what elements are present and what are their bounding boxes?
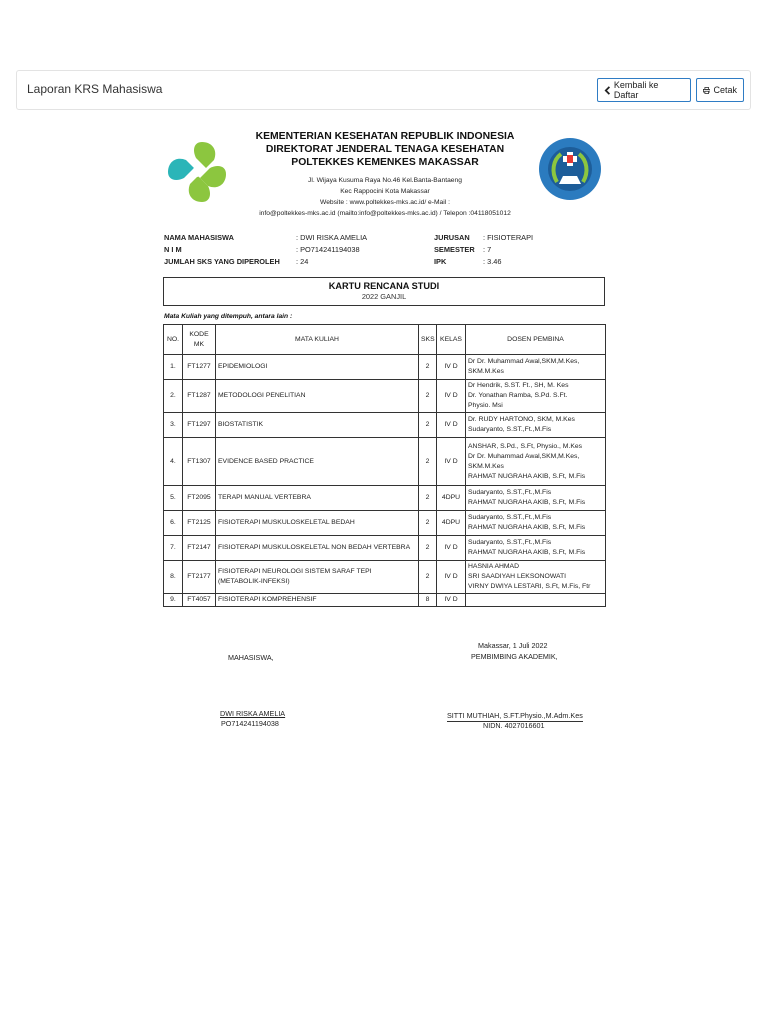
- advisor-signature-nidn: NIDN. 4027016601: [483, 721, 545, 730]
- course-lecturers: [466, 413, 606, 438]
- course-name: METODOLOGI PENELITIAN: [216, 380, 419, 413]
- report-panel: [16, 70, 751, 110]
- col-no-header: NO.: [164, 325, 183, 355]
- course-lecturers: [466, 594, 606, 607]
- course-code: FT2125: [183, 511, 216, 536]
- course-lecturers: [466, 561, 606, 594]
- gpa-label: IPK: [434, 257, 447, 266]
- print-label: Cetak: [713, 85, 737, 95]
- courses-table: [163, 324, 606, 607]
- lecturer-name: SRI SAADIYAH LEKSONOWATI: [468, 573, 567, 580]
- page-title: Laporan KRS Mahasiswa: [27, 82, 163, 96]
- lecturer-name: Dr Hendrik, S.ST. Ft., SH, M. Kes: [468, 382, 569, 389]
- row-number: 2.: [164, 380, 183, 413]
- row-number: 6.: [164, 511, 183, 536]
- address-line-3: Website : www.poltekkes-mks.ac.id/ e-Mail :: [320, 199, 450, 206]
- course-lecturers: [466, 486, 606, 511]
- student-signature-nim: PO714241194038: [221, 719, 279, 728]
- course-sks: 2: [419, 486, 437, 511]
- address-line-1: Jl. Wijaya Kusuma Raya No.46 Kel.Banta-Bantaeng: [308, 177, 462, 184]
- table-row: [164, 594, 606, 607]
- department-label: JURUSAN: [434, 233, 470, 242]
- course-class: IV D: [437, 594, 466, 607]
- student-nim-label: N I M: [164, 245, 182, 254]
- course-class: IV D: [437, 536, 466, 561]
- course-class: IV D: [437, 438, 466, 486]
- address-line-4: info@poltekkes-mks.ac.id (mailto:info@poltekkes-mks.ac.id) / Telepon :04118051012: [259, 210, 511, 217]
- letterhead-address: [228, 175, 542, 219]
- krs-title-box: [163, 277, 605, 306]
- course-name: FISIOTERAPI NEUROLOGI SISTEM SARAF TEPI (METABOLIK-INFEKSI): [216, 561, 419, 594]
- sks-obtained-label: JUMLAH SKS YANG DIPEROLEH: [164, 257, 280, 266]
- letterhead: [240, 130, 530, 169]
- printer-icon: [703, 86, 710, 95]
- lecturer-name: SKM.M.Kes: [468, 462, 504, 470]
- semester-label: SEMESTER: [434, 245, 475, 254]
- chevron-left-icon: [604, 86, 611, 95]
- course-sks: 8: [419, 594, 437, 607]
- row-number: 7.: [164, 536, 183, 561]
- row-number: 9.: [164, 594, 183, 607]
- letterhead-line-3: POLTEKKES KEMENKES MAKASSAR: [291, 157, 479, 168]
- back-to-list-label: Kembali ke Daftar: [613, 80, 659, 100]
- course-sks: 2: [419, 536, 437, 561]
- course-class: IV D: [437, 355, 466, 380]
- row-number: 3.: [164, 413, 183, 438]
- lecturer-name: Sudaryanto, S.ST.,Ft.,M.Fis: [468, 489, 552, 496]
- department-value: : FISIOTERAPI: [483, 233, 534, 242]
- lecturer-name: Dr. Yonathan Ramba, S.Pd. S.Ft.: [468, 392, 568, 399]
- course-sks: 2: [419, 511, 437, 536]
- poltekkes-seal-logo: [537, 136, 603, 202]
- lecturer-name: RAHMAT NUGRAHA AKIB, S.Ft, M.Fis: [468, 499, 586, 506]
- table-row: [164, 561, 606, 594]
- signature-place-date: Makassar, 1 Juli 2022: [478, 641, 548, 650]
- letterhead-line-1: KEMENTERIAN KESEHATAN REPUBLIK INDONESIA: [255, 131, 515, 142]
- course-class: IV D: [437, 413, 466, 438]
- advisor-signature-role: PEMBIMBING AKADEMIK,: [471, 652, 558, 661]
- course-class: IV D: [437, 380, 466, 413]
- row-number: 8.: [164, 561, 183, 594]
- course-code: FT2177: [183, 561, 216, 594]
- course-sks: 2: [419, 561, 437, 594]
- table-row: [164, 486, 606, 511]
- course-lecturers: [466, 355, 606, 380]
- lecturer-name: Dr Dr. Muhammad Awal,SKM,M.Kes,: [468, 452, 580, 460]
- lecturer-name: SKM.M.Kes: [468, 368, 504, 375]
- print-button[interactable]: [696, 78, 744, 102]
- course-name: EPIDEMIOLOGI: [216, 355, 419, 380]
- courses-note: Mata Kuliah yang ditempuh, antara lain :: [164, 313, 293, 320]
- lecturer-name: HASNIA AHMAD: [468, 563, 519, 570]
- student-nim-value: : PO714241194038: [296, 245, 360, 254]
- krs-title: KARTU RENCANA STUDI: [328, 281, 440, 291]
- back-to-list-button[interactable]: [597, 78, 691, 102]
- table-row: [164, 355, 606, 380]
- krs-period: 2022 GANJIL: [361, 292, 407, 301]
- course-class: 4DPU: [437, 511, 466, 536]
- student-name-value: : DWI RISKA AMELIA: [296, 233, 368, 242]
- course-lecturers: [466, 536, 606, 561]
- student-signature-role: MAHASISWA,: [228, 653, 274, 662]
- course-sks: 2: [419, 413, 437, 438]
- kemenkes-logo-petals: [168, 142, 226, 202]
- row-number: 4.: [164, 438, 183, 486]
- student-name-label: NAMA MAHASISWA: [164, 233, 234, 242]
- col-course-header: MATA KULIAH: [216, 325, 419, 355]
- col-lecturer-header: DOSEN PEMBINA: [466, 325, 606, 355]
- lecturer-name: Sudaryanto, S.ST.,Ft.,M.Fis: [468, 426, 552, 433]
- letterhead-line-2: DIREKTORAT JENDERAL TENAGA KESEHATAN: [265, 144, 505, 155]
- course-code: FT1307: [183, 438, 216, 486]
- lecturer-name: Dr. RUDY HARTONO, SKM, M.Kes: [468, 416, 575, 423]
- table-header-row: [164, 325, 606, 355]
- course-name: TERAPI MANUAL VERTEBRA: [216, 486, 419, 511]
- lecturer-name: RAHMAT NUGRAHA AKIB, S.Ft, M.Fis: [468, 472, 586, 480]
- course-code: FT1297: [183, 413, 216, 438]
- lecturer-name: VIRNY DWIYA LESTARI, S.Ft, M.Fis, Ftr: [468, 583, 591, 590]
- semester-value: : 7: [483, 245, 492, 254]
- lecturer-name: Dr Dr. Muhammad Awal,SKM,M.Kes,: [468, 358, 580, 365]
- course-name: FISIOTERAPI KOMPREHENSIF: [216, 594, 419, 607]
- course-code: FT1277: [183, 355, 216, 380]
- course-code: FT2095: [183, 486, 216, 511]
- course-sks: 2: [419, 380, 437, 413]
- course-code: FT4057: [183, 594, 216, 607]
- course-class: 4DPU: [437, 486, 466, 511]
- course-lecturers: [466, 438, 606, 486]
- lecturer-name: Physio. Msi: [468, 402, 503, 409]
- lecturer-name: RAHMAT NUGRAHA AKIB, S.Ft, M.Fis: [468, 549, 586, 556]
- course-sks: 2: [419, 438, 437, 486]
- lecturer-name: RAHMAT NUGRAHA AKIB, S.Ft, M.Fis: [468, 524, 586, 531]
- lecturer-name: ANSHAR, S.Pd., S.Ft, Physio., M.Kes: [468, 442, 583, 450]
- row-number: 5.: [164, 486, 183, 511]
- table-row: [164, 413, 606, 438]
- course-code: FT1287: [183, 380, 216, 413]
- col-sks-header: SKS: [419, 325, 437, 355]
- course-name: BIOSTATISTIK: [216, 413, 419, 438]
- col-class-header: KELAS: [437, 325, 466, 355]
- table-row: [164, 536, 606, 561]
- table-row: [164, 438, 606, 486]
- course-name: EVIDENCE BASED PRACTICE: [216, 438, 419, 486]
- course-code: FT2147: [183, 536, 216, 561]
- student-signature-name: DWI RISKA AMELIA: [220, 709, 286, 718]
- lecturer-name: Sudaryanto, S.ST.,Ft.,M.Fis: [468, 514, 552, 521]
- course-lecturers: [466, 511, 606, 536]
- sks-obtained-value: : 24: [296, 257, 309, 266]
- col-code-header: KODE MK: [183, 325, 216, 355]
- gpa-value: : 3.46: [483, 257, 502, 266]
- course-lecturers: [466, 380, 606, 413]
- course-sks: 2: [419, 355, 437, 380]
- address-line-2: Kec Rappocini Kota Makassar: [340, 188, 430, 195]
- course-name: FISIOTERAPI MUSKULOSKELETAL NON BEDAH VERTEBRA: [216, 536, 419, 561]
- course-class: IV D: [437, 561, 466, 594]
- advisor-signature-name: SITTI MUTHIAH, S.FT.Physio.,M.Adm.Kes: [447, 711, 583, 720]
- course-name: FISIOTERAPI MUSKULOSKELETAL BEDAH: [216, 511, 419, 536]
- row-number: 1.: [164, 355, 183, 380]
- lecturer-name: Sudaryanto, S.ST.,Ft.,M.Fis: [468, 539, 552, 546]
- table-row: [164, 380, 606, 413]
- kemenkes-logo: [164, 138, 230, 206]
- table-row: [164, 511, 606, 536]
